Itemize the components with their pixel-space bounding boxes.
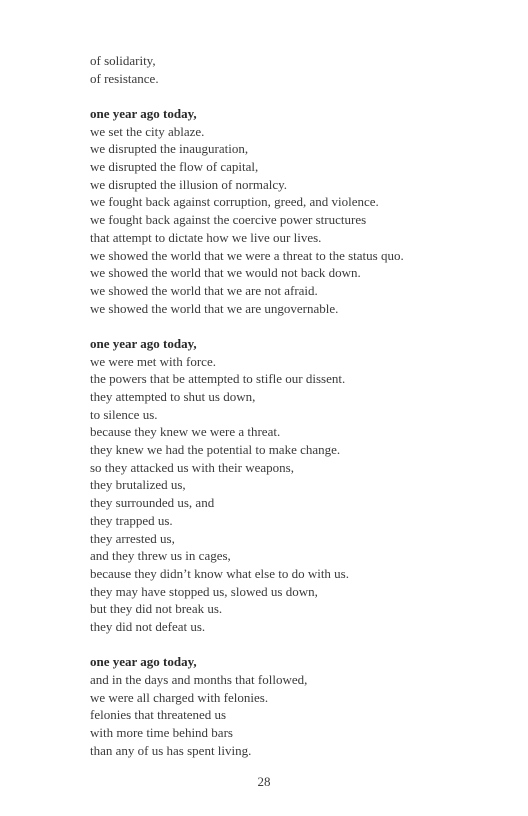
poem-line: they surrounded us, and [90,495,215,511]
stanza [90,105,510,317]
page-number: 28 [257,774,271,789]
poem-line: they did not defeat us. [90,619,206,635]
poem-line: the powers that be attempted to stifle our dissent. [90,371,346,387]
poem-line: we disrupted the inauguration, [90,141,249,157]
poem-line: we were all charged with felonies. [90,689,269,705]
poem-line: that attempt to dictate how we live our lives. [90,229,322,245]
poem-line: we disrupted the flow of capital, [90,159,259,175]
stanza [90,653,510,759]
poem-line: they brutalized us, [90,477,186,493]
poem-line: we showed the world that we were a threat to the status quo. [90,247,404,263]
poem-line: so they attacked us with their weapons, [90,459,294,475]
poem-line: because they didn’t know what else to do with us. [90,565,349,581]
poem-line: they arrested us, [90,530,175,546]
poem-line: felonies that threatened us [90,707,227,723]
poem-line: we showed the world that we are not afraid. [90,282,318,298]
poem-line: than any of us has spent living. [90,742,252,758]
poem-line: we fought back against corruption, greed, and violence. [90,194,379,210]
poem-line: to silence us. [90,406,158,422]
poem-line: because they knew we were a threat. [90,424,281,440]
poem-body [90,52,510,777]
poem-line: of solidarity, [90,53,156,68]
poem-line: they knew we had the potential to make change. [90,442,341,458]
poem-line: we set the city ablaze. [90,123,205,139]
stanza [90,52,510,87]
poem-line: we showed the world that we would not back down. [90,265,361,281]
poem-line: of resistance. [90,70,159,86]
poem-line: they attempted to shut us down, [90,388,256,404]
poem-line: we were met with force. [90,353,216,369]
poem-line: and they threw us in cages, [90,548,231,564]
poem-line: they may have stopped us, slowed us down, [90,583,318,599]
stanza-heading: one year ago today, [90,335,197,351]
poem-line: we fought back against the coercive power structures [90,212,367,228]
poem-line: they trapped us. [90,512,173,528]
poem-line: with more time behind bars [90,725,233,741]
stanza-heading: one year ago today, [90,654,197,670]
poem-line: and in the days and months that followed, [90,672,308,687]
poem-line: we disrupted the illusion of normalcy. [90,176,288,192]
poem-line: but they did not break us. [90,601,223,617]
poem-line: we showed the world that we are ungovernable. [90,300,339,316]
stanza-heading: one year ago today, [90,105,197,121]
stanza [90,335,510,636]
